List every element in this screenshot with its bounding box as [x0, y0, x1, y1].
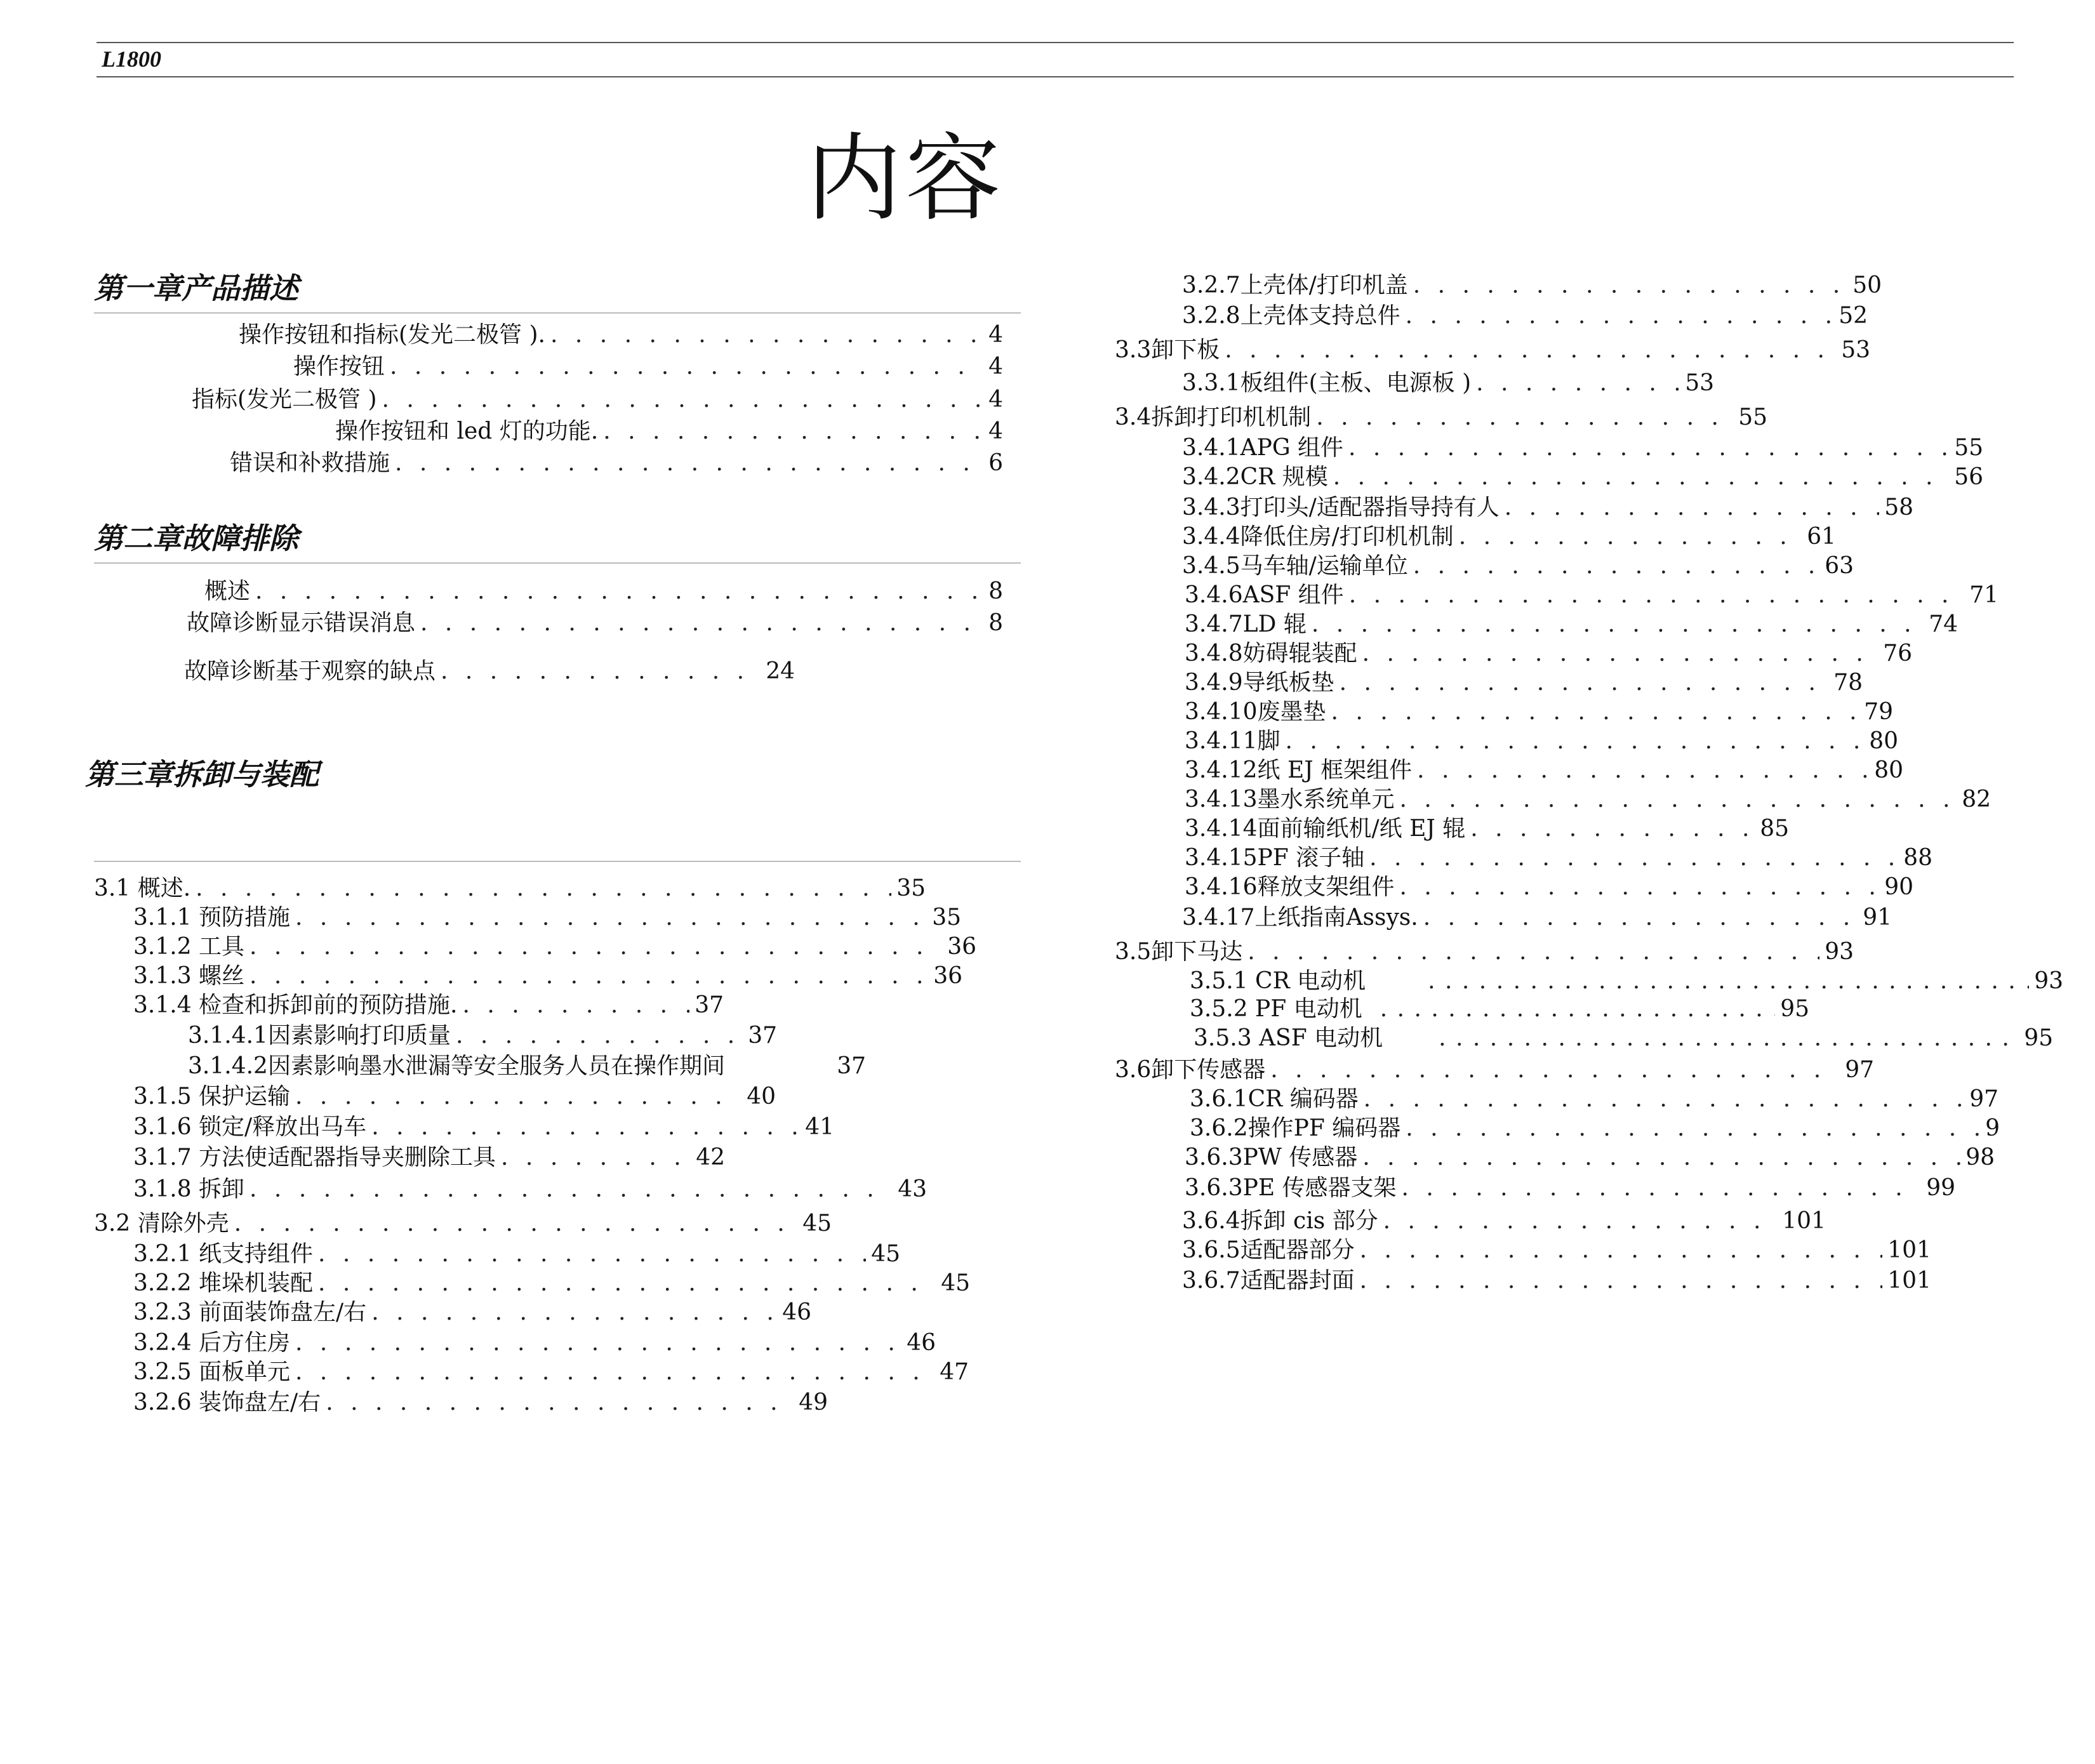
toc-leader — [295, 1358, 934, 1386]
toc-leader — [1333, 463, 1949, 491]
toc-page: 95 — [1780, 996, 1809, 1022]
toc-page: 97 — [1845, 1057, 1874, 1083]
toc-label: 3.1.2 工具 — [133, 934, 245, 960]
toc-page: 37 — [837, 1053, 866, 1079]
toc-page: 56 — [1954, 464, 1983, 490]
toc-page: 58 — [1884, 494, 1913, 521]
toc-label: 3.4.15PF 滚子轴 — [1185, 845, 1365, 871]
chapter-2-rule — [94, 562, 1021, 564]
toc-entry[interactable] — [133, 904, 961, 932]
toc-leader — [1225, 336, 1836, 364]
page-title: 内容 — [806, 124, 1005, 234]
toc-leader — [1383, 1207, 1778, 1235]
toc-label: 操作按钮和 led 灯的功能. — [335, 418, 599, 444]
toc-entry[interactable] — [133, 962, 962, 990]
toc-entry[interactable] — [1185, 844, 1932, 872]
toc-label: 3.4.6ASF 组件 — [1185, 582, 1344, 608]
toc-entry[interactable] — [94, 1210, 832, 1238]
toc-label: 3.4.3打印头/适配器指导持有人 — [1182, 494, 1500, 521]
toc-label: 3.1.4 检查和拆卸前的预防措施. — [133, 992, 458, 1018]
toc-leader — [371, 1299, 777, 1327]
toc-leader — [1505, 494, 1879, 522]
toc-label: 3.2.6 装饰盘左/右 — [133, 1389, 321, 1416]
toc-entry[interactable] — [188, 1022, 777, 1050]
toc-leader — [371, 1113, 800, 1141]
toc-leader — [1413, 552, 1819, 580]
toc-page: 97 — [1969, 1086, 1999, 1112]
toc-page: 37 — [695, 992, 724, 1018]
toc-page: 4 — [988, 387, 1003, 413]
toc-page: 49 — [799, 1389, 828, 1416]
toc-leader — [382, 386, 984, 414]
toc-label: 操作按钮 — [293, 354, 385, 380]
toc-entry[interactable] — [1115, 938, 1854, 966]
toc-entry[interactable] — [1182, 552, 1854, 580]
toc-entry[interactable] — [133, 1113, 834, 1141]
toc-label: 3.1.4.2因素影响墨水泄漏等安全服务人员在操作期间 — [188, 1053, 725, 1079]
toc-entry[interactable] — [230, 449, 1003, 477]
toc-page: 35 — [896, 875, 926, 901]
toc-leader — [1423, 904, 1858, 932]
toc-leader — [1349, 581, 1965, 609]
toc-page: 80 — [1869, 728, 1898, 754]
toc-entry[interactable] — [133, 1144, 725, 1172]
toc-entry[interactable] — [1185, 581, 1999, 609]
toc-page: 63 — [1825, 553, 1854, 579]
toc-leader — [249, 1176, 893, 1204]
toc-entry[interactable] — [187, 609, 1003, 637]
toc-leader — [1400, 786, 1957, 814]
toc-leader — [603, 418, 983, 446]
toc-entry[interactable] — [192, 386, 1003, 414]
toc-page: 36 — [947, 934, 976, 960]
toc-page: 101 — [1887, 1237, 1931, 1263]
toc-leader — [326, 1389, 794, 1417]
toc-label: 3.4拆卸打印机机制 — [1115, 404, 1312, 430]
toc-label: 3.1.3 螺丝 — [133, 963, 245, 989]
toc-label: 3.6.4拆卸 cis 部分 — [1182, 1208, 1378, 1234]
toc-page: 88 — [1903, 845, 1932, 871]
toc-entry[interactable] — [133, 1270, 970, 1297]
toc-page: 53 — [1685, 370, 1714, 396]
toc-entry[interactable] — [1185, 669, 1863, 697]
toc-label: 3.6.7适配器封面 — [1182, 1268, 1355, 1294]
toc-entry[interactable] — [1182, 523, 1836, 551]
toc-entry[interactable] — [133, 1389, 828, 1417]
toc-page: 71 — [1969, 582, 1999, 608]
toc-leader — [1476, 369, 1680, 397]
toc-page: 91 — [1863, 905, 1892, 931]
toc-entry[interactable] — [1182, 494, 1913, 522]
toc-label: 3.2.7上壳体/打印机盖 — [1182, 272, 1408, 298]
toc-label: 3.1 概述. — [94, 875, 191, 901]
chapter-3-heading: 第三章拆卸与装配 — [85, 757, 319, 792]
chapter-2-heading: 第二章故障排除 — [94, 521, 298, 555]
toc-leader — [390, 353, 983, 381]
toc-entry[interactable] — [1182, 1207, 1826, 1235]
toc-page: 50 — [1852, 272, 1882, 298]
toc-page: 61 — [1807, 524, 1836, 550]
toc-label: 3.4.12纸 EJ 框架组件 — [1185, 757, 1413, 783]
toc-leader — [318, 1270, 936, 1297]
toc-page: 6 — [988, 450, 1003, 476]
toc-label: 3.6卸下传感器 — [1115, 1057, 1266, 1083]
toc-page: 79 — [1864, 699, 1893, 725]
toc-label: 3.4.13墨水系统单元 — [1185, 786, 1395, 812]
toc-entry[interactable] — [1190, 995, 1809, 1023]
toc-entry[interactable] — [133, 933, 976, 961]
toc-label: 3.4.8妨碍辊装配 — [1185, 640, 1357, 666]
toc-entry[interactable] — [1182, 302, 1868, 330]
chapter-1-rule — [94, 312, 1021, 314]
toc-label: 3.5.3 ASF 电动机 — [1194, 1025, 1383, 1051]
toc-page: 24 — [766, 658, 795, 684]
toc-entry[interactable] — [1115, 336, 1870, 364]
toc-label: 3.4.11脚 — [1185, 728, 1280, 754]
toc-label: 3.4.16释放支架组件 — [1185, 874, 1395, 900]
toc-leader — [234, 1210, 797, 1238]
toc-label: 3.2.2 堆垛机装配 — [133, 1270, 314, 1296]
toc-leader — [550, 321, 983, 349]
toc-page: 45 — [871, 1241, 900, 1267]
toc-page: 46 — [782, 1299, 811, 1325]
toc-leader — [1312, 611, 1924, 639]
toc-leader — [1247, 938, 1819, 966]
toc-page: 80 — [1874, 757, 1903, 783]
toc-page: 82 — [1962, 786, 1991, 812]
toc-entry[interactable] — [184, 658, 795, 686]
toc-leader — [1362, 640, 1879, 668]
toc-leader — [420, 609, 983, 637]
toc-leader — [1270, 1056, 1840, 1084]
toc-label: 3.6.3PW 传感器 — [1185, 1144, 1358, 1170]
toc-page: 90 — [1884, 874, 1913, 900]
toc-leader — [255, 578, 983, 606]
toc-entry[interactable] — [1185, 815, 1789, 843]
toc-page: 53 — [1841, 337, 1870, 363]
toc-label: 操作按钮和指标(发光二极管 ). — [239, 322, 545, 348]
toc-label: 3.2.5 面板单元 — [133, 1359, 291, 1385]
toc-label: 3.2.8上壳体支持总件 — [1182, 303, 1400, 329]
toc-entry[interactable] — [188, 1052, 866, 1080]
toc-page: 37 — [748, 1023, 777, 1049]
toc-leader — [1402, 1174, 1922, 1202]
toc-entry[interactable] — [1185, 757, 1903, 785]
toc-entry[interactable] — [1182, 272, 1882, 300]
toc-page: 8 — [988, 578, 1003, 604]
toc-leader — [1417, 757, 1869, 785]
toc-page: 55 — [1738, 404, 1767, 430]
toc-entry[interactable] — [1115, 1056, 1874, 1084]
toc-leader — [1428, 967, 2029, 995]
toc-page: 101 — [1887, 1268, 1931, 1294]
toc-page: 43 — [898, 1176, 927, 1202]
toc-entry[interactable] — [1185, 611, 1958, 639]
toc-page: 45 — [941, 1270, 970, 1296]
toc-page: 76 — [1883, 640, 1912, 666]
toc-label: 指标(发光二极管 ) — [192, 387, 377, 413]
toc-page: 78 — [1833, 670, 1863, 696]
toc-page: 35 — [932, 905, 961, 931]
toc-label: 3.3.1板组件(主板、电源板 ) — [1182, 370, 1472, 396]
toc-label: 3.4.14面前输纸机/纸 EJ 辊 — [1185, 816, 1466, 842]
toc-page: 47 — [940, 1359, 969, 1385]
toc-label: 故障诊断基于观察的缺点 — [184, 658, 436, 684]
toc-label: 3.5卸下马达 — [1115, 939, 1243, 965]
toc-label: 3.4.1APG 组件 — [1182, 435, 1344, 461]
toc-leader — [1406, 1115, 1980, 1143]
toc-leader — [1400, 873, 1880, 901]
toc-entry[interactable] — [133, 1299, 811, 1327]
toc-leader — [295, 1329, 901, 1357]
toc-entry[interactable] — [133, 1083, 776, 1111]
toc-label: 3.4.17上纸指南Assys. — [1182, 905, 1418, 931]
toc-page: 40 — [747, 1084, 776, 1110]
toc-page: 55 — [1954, 435, 1983, 461]
toc-page: 36 — [933, 963, 962, 989]
toc-leader — [249, 933, 942, 961]
toc-entry[interactable] — [133, 1176, 927, 1204]
toc-label: 3.6.3PE 传感器支架 — [1185, 1175, 1397, 1201]
toc-leader — [1406, 302, 1834, 330]
toc-page: 93 — [2034, 968, 2063, 994]
model-label: L1800 — [102, 46, 161, 72]
toc-entry[interactable] — [133, 1329, 936, 1357]
toc-label: 概述 — [204, 578, 251, 604]
toc-label: 3.2.3 前面装饰盘左/右 — [133, 1299, 367, 1325]
toc-entry[interactable] — [1115, 404, 1767, 432]
toc-page: 41 — [805, 1114, 834, 1140]
toc-leader — [1360, 1237, 1883, 1264]
toc-label: 3.4.9导纸板垫 — [1185, 670, 1334, 696]
toc-page: 46 — [907, 1330, 936, 1356]
toc-entry[interactable] — [1190, 967, 2063, 995]
toc-leader — [1360, 1267, 1883, 1295]
toc-leader — [395, 449, 983, 477]
toc-page: 98 — [1965, 1144, 1995, 1170]
toc-label: 3.4.7LD 辊 — [1185, 611, 1307, 637]
toc-page: 4 — [988, 354, 1003, 380]
toc-label: 3.2.4 后方住房 — [133, 1330, 291, 1356]
toc-label: 3.1.8 拆卸 — [133, 1176, 245, 1202]
toc-leader — [441, 658, 761, 686]
toc-page: 93 — [1825, 939, 1854, 965]
toc-label: 3.1.1 预防措施 — [133, 905, 291, 931]
toc-page: 74 — [1929, 611, 1958, 637]
toc-label: 3.5.1 CR 电动机 — [1190, 968, 1366, 994]
toc-entry[interactable] — [1182, 1237, 1931, 1264]
toc-leader — [295, 904, 927, 932]
toc-label: 3.6.5适配器部分 — [1182, 1237, 1355, 1263]
toc-leader — [1470, 815, 1755, 843]
toc-entry[interactable] — [204, 578, 1003, 606]
toc-entry[interactable] — [1185, 1174, 1955, 1202]
toc-leader — [463, 991, 690, 1019]
toc-label: 3.4.5马车轴/运输单位 — [1182, 553, 1408, 579]
toc-leader — [456, 1022, 743, 1050]
toc-entry[interactable] — [1185, 640, 1912, 668]
header-rule-top — [96, 42, 2014, 43]
toc-entry[interactable] — [1185, 698, 1893, 726]
toc-page: 99 — [1926, 1175, 1955, 1201]
toc-label: 错误和补救措施 — [230, 450, 390, 476]
toc-leader — [1413, 272, 1847, 300]
toc-page: 42 — [696, 1144, 725, 1170]
toc-label: 3.1.6 锁定/释放出马车 — [133, 1114, 367, 1140]
toc-label: 3.6.1CR 编码器 — [1190, 1086, 1359, 1112]
toc-leader — [1286, 727, 1865, 755]
toc-entry[interactable] — [1185, 1144, 1995, 1172]
toc-leader — [295, 1083, 742, 1111]
toc-page: 95 — [2024, 1025, 2053, 1051]
toc-label: 3.4.4降低住房/打印机机制 — [1182, 524, 1454, 550]
chapter-3-rule — [94, 861, 1021, 862]
toc-leader — [1362, 1144, 1960, 1172]
toc-entry[interactable] — [1185, 727, 1898, 755]
toc-entry[interactable] — [1182, 434, 1983, 462]
toc-page: 9 — [1985, 1115, 2000, 1141]
toc-entry[interactable] — [94, 875, 926, 903]
chapter-1-heading: 第一章产品描述 — [94, 271, 298, 305]
toc-entry[interactable] — [1182, 369, 1714, 397]
toc-leader — [196, 875, 891, 903]
toc-label: 3.2 清除外壳 — [94, 1210, 229, 1237]
toc-label: 3.2.1 纸支持组件 — [133, 1241, 314, 1267]
toc-label: 3.6.2操作PF 编码器 — [1190, 1115, 1401, 1141]
toc-page: 45 — [802, 1210, 832, 1237]
header-rule-bottom — [96, 76, 2014, 77]
toc-leader — [1340, 669, 1829, 697]
toc-page: 4 — [988, 322, 1003, 348]
toc-leader — [1459, 523, 1802, 551]
toc-leader — [318, 1240, 866, 1268]
toc-entry[interactable] — [133, 991, 724, 1019]
toc-leader — [1439, 1025, 2019, 1052]
toc-leader — [1331, 698, 1859, 726]
toc-page: 101 — [1782, 1208, 1826, 1234]
toc-label: 3.1.4.1因素影响打印质量 — [188, 1023, 451, 1049]
toc-entry[interactable] — [133, 1240, 900, 1268]
toc-label: 3.3卸下板 — [1115, 337, 1220, 363]
toc-entry[interactable] — [1182, 904, 1892, 932]
toc-page: 4 — [988, 418, 1003, 444]
toc-leader — [1348, 434, 1949, 462]
toc-leader — [1364, 1085, 1964, 1113]
toc-leader — [1316, 404, 1733, 432]
toc-label: 3.4.2CR 规模 — [1182, 464, 1328, 490]
toc-leader — [501, 1144, 691, 1172]
toc-entry[interactable] — [133, 1358, 969, 1386]
toc-page: 85 — [1760, 816, 1789, 842]
toc-page: 52 — [1839, 303, 1868, 329]
toc-entry[interactable] — [1185, 786, 1991, 814]
toc-label: 3.1.5 保护运输 — [133, 1084, 291, 1110]
toc-entry[interactable] — [1190, 1115, 2000, 1143]
toc-entry[interactable] — [1190, 1085, 1999, 1113]
toc-page: 8 — [988, 610, 1003, 636]
toc-leader — [1369, 844, 1898, 872]
toc-entry[interactable] — [1185, 873, 1913, 901]
toc-entry[interactable] — [239, 321, 1003, 349]
toc-leader — [1380, 995, 1775, 1023]
toc-entry[interactable] — [1182, 1267, 1931, 1295]
toc-entry[interactable] — [293, 353, 1003, 381]
toc-leader — [249, 962, 928, 990]
toc-label: 3.4.10废墨垫 — [1185, 699, 1326, 725]
toc-entry[interactable] — [1194, 1025, 2053, 1052]
toc-entry[interactable] — [335, 418, 1003, 446]
toc-entry[interactable] — [1182, 463, 1983, 491]
toc-label: 3.1.7 方法使适配器指导夹删除工具 — [133, 1144, 496, 1170]
toc-label: 3.5.2 PF 电动机 — [1190, 996, 1362, 1022]
toc-label: 故障诊断显示错误消息 — [187, 610, 416, 636]
